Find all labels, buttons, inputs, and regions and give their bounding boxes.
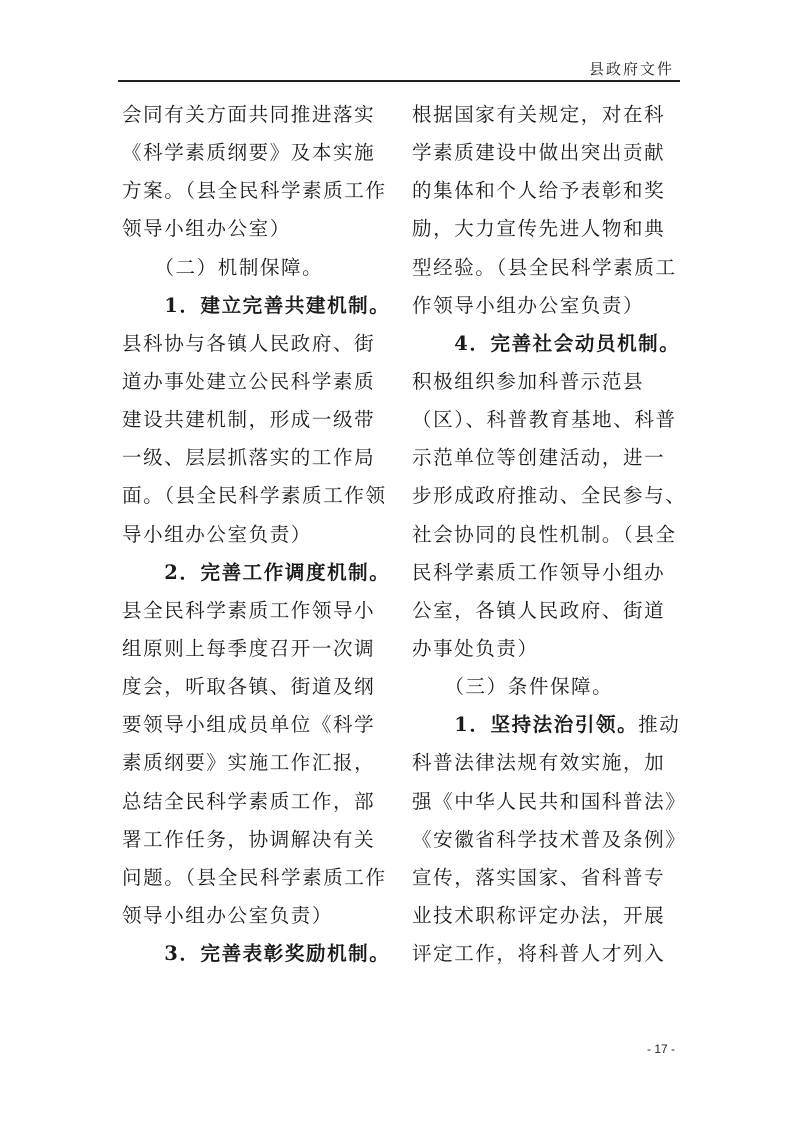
text-line: 科普法律法规有效实施，加	[412, 751, 666, 775]
text-line: 业技术职称评定办法，开展	[412, 903, 666, 927]
text-line: 型经验。（县全民科学素质工	[412, 255, 677, 279]
text-line: 的集体和个人给予表彰和奖	[412, 179, 666, 203]
text-line: 《安徽省科学技术普及条例》	[412, 827, 687, 851]
text-line: 面。（县全民科学素质工作领	[122, 484, 387, 508]
text-line: 县全民科学素质工作领导小	[122, 598, 376, 622]
document-header	[118, 0, 680, 82]
text-line	[412, 706, 682, 744]
inline-text: 推动	[638, 713, 681, 737]
text-line: 民科学素质工作领导小组办	[412, 560, 666, 584]
text-line: 示范单位等创建活动，进一	[412, 446, 666, 470]
text-line: 度会，听取各镇、街道及纲	[122, 675, 376, 699]
header-title: 县政府文件	[588, 60, 674, 78]
subsection-heading: 2．完善工作调度机制。	[122, 560, 391, 584]
text-line: 会同有关方面共同推进落实	[122, 103, 376, 126]
text-line: 宣传，落实国家、省科普专	[412, 865, 666, 889]
page-number: - 17 -	[646, 1042, 675, 1056]
text-line: 一级、层层抓落实的工作局	[122, 446, 376, 470]
text-line: 公室，各镇人民政府、街道	[412, 598, 666, 622]
text-line: 作领导小组办公室负责）	[412, 293, 645, 317]
section-heading: （二）机制保障。	[122, 255, 324, 279]
text-line: 总结全民科学素质工作，部	[122, 789, 376, 813]
text-line: 问题。（县全民科学素质工作	[122, 865, 387, 889]
text-line: 导小组办公室负责）	[122, 522, 312, 546]
text-line: 素质纲要》实施工作汇报，	[122, 751, 376, 775]
text-line: 社会协同的良性机制。（县全	[412, 522, 677, 546]
text-line: 强《中华人民共和国科普法》	[412, 789, 687, 813]
text-line: 组原则上每季度召开一次调	[122, 636, 376, 660]
text-line: 方案。（县全民科学素质工作	[122, 179, 387, 203]
text-line: 道办事处建立公民科学素质	[122, 369, 376, 393]
text-line: 积极组织参加科普示范县	[412, 369, 645, 393]
subsection-heading: 1．坚持法治引领。	[412, 713, 639, 737]
left-column	[122, 96, 392, 973]
text-line: 学素质建设中做出突出贡献	[412, 141, 666, 165]
text-line: 步形成政府推动、全民参与、	[412, 484, 687, 508]
text-line: 要领导小组成员单位《科学	[122, 713, 376, 737]
subsection-heading: 4．完善社会动员机制。	[412, 331, 681, 355]
text-line: 建设共建机制，形成一级带	[122, 408, 376, 432]
text-line: 领导小组办公室负责）	[122, 903, 334, 927]
text-line: 县科协与各镇人民政府、街	[122, 331, 376, 355]
text-line: 励，大力宣传先进人物和典	[412, 217, 666, 241]
subsection-heading: 3．完善表彰奖励机制。	[122, 942, 391, 966]
text-line: 评定工作，将科普人才列入	[412, 942, 666, 966]
text-line: 《科学素质纲要》及本实施	[122, 141, 376, 165]
text-line: 根据国家有关规定，对在科	[412, 103, 666, 126]
text-line: 办事处负责）	[412, 636, 539, 660]
subsection-heading: 1．建立完善共建机制。	[122, 293, 391, 317]
text-line: （区）、科普教育基地、科普	[412, 408, 677, 432]
section-heading: （三）条件保障。	[412, 675, 614, 699]
right-column	[412, 96, 687, 973]
text-line: 领导小组办公室）	[122, 217, 291, 241]
text-line: 署工作任务，协调解决有关	[122, 827, 376, 851]
